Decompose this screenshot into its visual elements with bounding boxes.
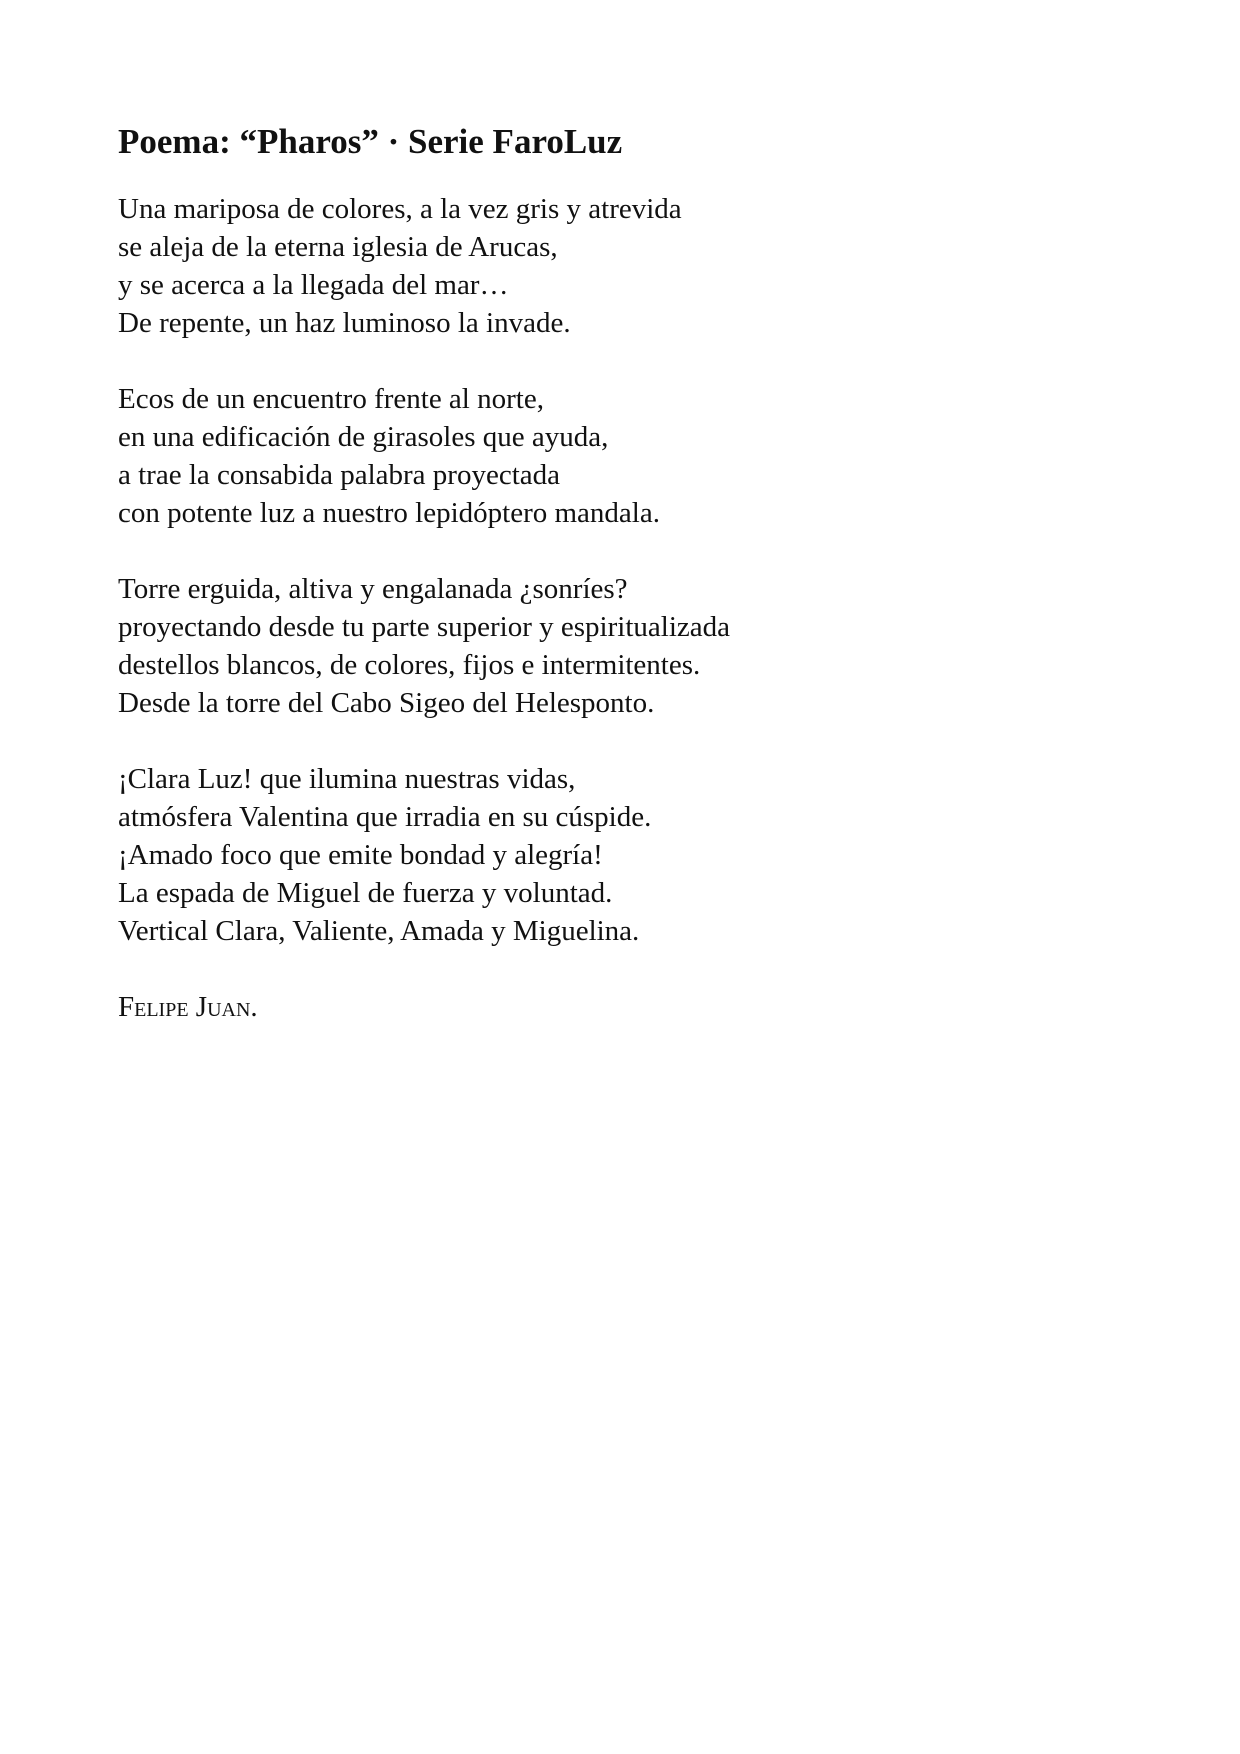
poem-line: ¡Clara Luz! que ilumina nuestras vidas, <box>118 763 576 795</box>
poem-line: De repente, un haz luminoso la invade. <box>118 307 571 339</box>
author-name: Felipe Juan. <box>118 991 258 1023</box>
stanza-3 <box>118 570 1118 722</box>
poem-line: atmósfera Valentina que irradia en su cúspide. <box>118 801 652 833</box>
poem-line: y se acerca a la llegada del mar… <box>118 269 509 301</box>
poem-line: Ecos de un encuentro frente al norte, <box>118 383 544 415</box>
poem-line: ¡Amado foco que emite bondad y alegría! <box>118 839 603 871</box>
poem-line: destellos blancos, de colores, fijos e intermitentes. <box>118 649 701 681</box>
poem-title: Poema: “Pharos” · Serie FaroLuz <box>118 122 623 161</box>
poem-content <box>118 118 1118 1026</box>
poem-line: con potente luz a nuestro lepidóptero mandala. <box>118 497 660 529</box>
poem-line: en una edificación de girasoles que ayuda, <box>118 421 609 453</box>
poem-line: La espada de Miguel de fuerza y voluntad. <box>118 877 613 909</box>
poem-line: proyectando desde tu parte superior y espiritualizada <box>118 611 730 643</box>
poem-line: Vertical Clara, Valiente, Amada y Miguelina. <box>118 915 640 947</box>
stanza-2 <box>118 380 1118 532</box>
poem-line: Una mariposa de colores, a la vez gris y atrevida <box>118 193 682 225</box>
poem-line: Desde la torre del Cabo Sigeo del Helesponto. <box>118 687 655 719</box>
stanza-4 <box>118 760 1118 950</box>
poem-line: a trae la consabida palabra proyectada <box>118 459 560 491</box>
stanza-1 <box>118 190 1118 342</box>
author-signature <box>118 988 1118 1026</box>
poem-line: se aleja de la eterna iglesia de Arucas, <box>118 231 558 263</box>
poem-line: Torre erguida, altiva y engalanada ¿sonríes? <box>118 573 628 605</box>
